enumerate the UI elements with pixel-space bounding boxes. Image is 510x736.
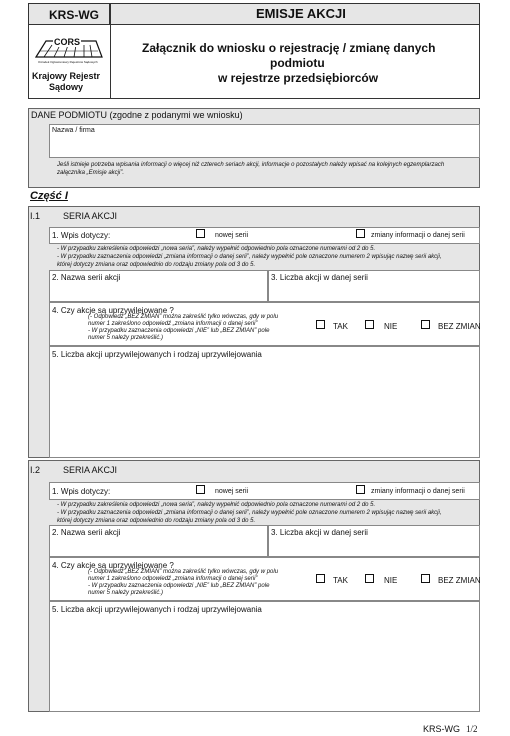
i1-privileged-note1: (- Odpowiedź „BEZ ZMIAN” można zakreślić tylko wówczas, gdy w polu: [88, 314, 279, 320]
subject-heading: DANE PODMIOTU (zgodne z podanymi we wniosku): [31, 110, 243, 120]
i1-privileged-label: 4. Czy akcje są uprzywilejowane ?: [52, 306, 174, 315]
i2-nochange-checkbox[interactable]: [421, 574, 430, 583]
company-name-label: Nazwa / firma: [52, 127, 95, 134]
i1-yes-label: TAK: [333, 322, 348, 331]
i2-instr2: - W przypadku zaznaczenia odpowiedzi „zmiana informacji o danej serii”, należy wypełnić pole oznaczone numerem 2 wpisując nazwę serii akcji,: [57, 510, 442, 516]
i2-privileged-label: 4. Czy akcje są uprzywilejowane ?: [52, 561, 174, 570]
i1-field1-label: 1. Wpis dotyczy:: [52, 231, 111, 240]
i1-new-series-label: nowej serii: [215, 232, 249, 239]
i2-instr1: - W przypadku zakreślenia odpowiedzi „nowa seria”, należy wypełnić odpowiednio pola oznaczone numerami od 2 do 5.: [57, 502, 376, 508]
i2-privileged-count-field[interactable]: [49, 601, 480, 712]
subtitle-line1: Załącznik do wniosku o rejestrację / zmianę danych: [142, 41, 436, 55]
i2-privileged-note4: numer 5 należy przekreślić.): [88, 590, 164, 596]
i1-instr3: której dotyczy zmiana oraz odpowiednio do rodzaju zmiany pola od 3 do 5.: [57, 262, 256, 268]
i2-no-label: NIE: [384, 576, 398, 585]
i1-privileged-note4: numer 5 należy przekreślić.): [88, 335, 164, 341]
i1-no-label: NIE: [384, 322, 398, 331]
section-i2-title: SERIA AKCJI: [63, 465, 118, 475]
part-title: Część I: [30, 190, 68, 202]
i1-nochange-label: BEZ ZMIAN: [438, 322, 481, 331]
i2-change-series-checkbox[interactable]: [356, 485, 365, 494]
i1-no-checkbox[interactable]: [365, 320, 374, 329]
i1-privileged-note2: numer 1 zakreślono odpowiedź „zmiana informacji o danej serii”: [88, 321, 258, 327]
i2-no-checkbox[interactable]: [365, 574, 374, 583]
registry-line2: Sądowy: [49, 82, 84, 92]
i2-instr3: której dotyczy zmiana oraz odpowiednio do rodzaju zmiany pola od 3 do 5.: [57, 518, 256, 524]
subject-note-line2: załącznika „Emisje akcji”.: [57, 170, 125, 176]
i2-privileged-count-label: 5. Liczba akcji uprzywilejowanych i rodzaj uprzywilejowania: [52, 605, 262, 614]
subject-note-line1: Jeśli istnieje potrzeba wpisania informacji o więcej niż czterech seriach akcji, informacje o pozostałych należy wpisać na kolejnych egzemplarzach: [57, 162, 445, 168]
section-i1-number: I.1: [30, 211, 41, 221]
i2-privileged-note3: - W przypadku zaznaczenia odpowiedzi „NIE” lub „BEZ ZMIAN” pole: [88, 583, 270, 589]
i1-yes-checkbox[interactable]: [316, 320, 325, 329]
i2-share-count-label: 3. Liczba akcji w danej serii: [271, 528, 368, 537]
i2-new-series-label: nowej serii: [215, 488, 249, 495]
i1-instr1: - W przypadku zakreślenia odpowiedzi „nowa seria”, należy wypełnić odpowiednio pola oznaczone numerami od 2 do 5.: [57, 246, 376, 252]
i2-privileged-note2: numer 1 zakreślono odpowiedź „zmiana informacji o danej serii”: [88, 576, 258, 582]
logo-text: CORS: [54, 37, 81, 47]
i2-field1-label: 1. Wpis dotyczy:: [52, 487, 111, 496]
logo-small-text: Ośrodek Ogłoszeniowy Rejestrów Sądowych: [38, 60, 98, 64]
form-title: EMISJE AKCJI: [256, 6, 346, 21]
subtitle-line3: w rejestrze przedsiębiorców: [218, 71, 379, 85]
i2-new-series-checkbox[interactable]: [196, 485, 205, 494]
i1-privileged-note3: - W przypadku zaznaczenia odpowiedzi „NIE” lub „BEZ ZMIAN” pole: [88, 328, 270, 334]
i1-change-series-checkbox[interactable]: [356, 229, 365, 238]
i1-nochange-checkbox[interactable]: [421, 320, 430, 329]
i1-instr2: - W przypadku zaznaczenia odpowiedzi „zmiana informacji o danej serii”, należy wypełnić pole oznaczone numerem 2 wpisując nazwę serii akcji,: [57, 254, 442, 260]
i2-privileged-note1: (- Odpowiedź „BEZ ZMIAN” można zakreślić tylko wówczas, gdy w polu: [88, 569, 279, 575]
i1-new-series-checkbox[interactable]: [196, 229, 205, 238]
i2-yes-checkbox[interactable]: [316, 574, 325, 583]
footer-page-number: 1/2: [466, 724, 478, 734]
company-name-field[interactable]: [49, 124, 480, 158]
i2-change-series-label: zmiany informacji o danej serii: [371, 488, 465, 495]
registry-line1: Krajowy Rejestr: [32, 71, 101, 81]
i1-change-series-label: zmiany informacji o danej serii: [371, 232, 465, 239]
i1-privileged-count-field[interactable]: [49, 346, 480, 458]
i1-privileged-count-label: 5. Liczba akcji uprzywilejowanych i rodzaj uprzywilejowania: [52, 350, 262, 359]
subtitle-line2: podmiotu: [270, 56, 325, 70]
section-i1-title: SERIA AKCJI: [63, 211, 118, 221]
i2-nochange-label: BEZ ZMIAN: [438, 576, 481, 585]
i2-series-name-label: 2. Nazwa serii akcji: [52, 528, 121, 537]
i1-series-name-label: 2. Nazwa serii akcji: [52, 273, 121, 282]
i1-share-count-label: 3. Liczba akcji w danej serii: [271, 273, 368, 282]
form-code: KRS-WG: [49, 8, 99, 22]
section-i2-number: I.2: [30, 465, 41, 475]
i2-yes-label: TAK: [333, 576, 348, 585]
footer-form-code: KRS-WG: [423, 724, 460, 734]
